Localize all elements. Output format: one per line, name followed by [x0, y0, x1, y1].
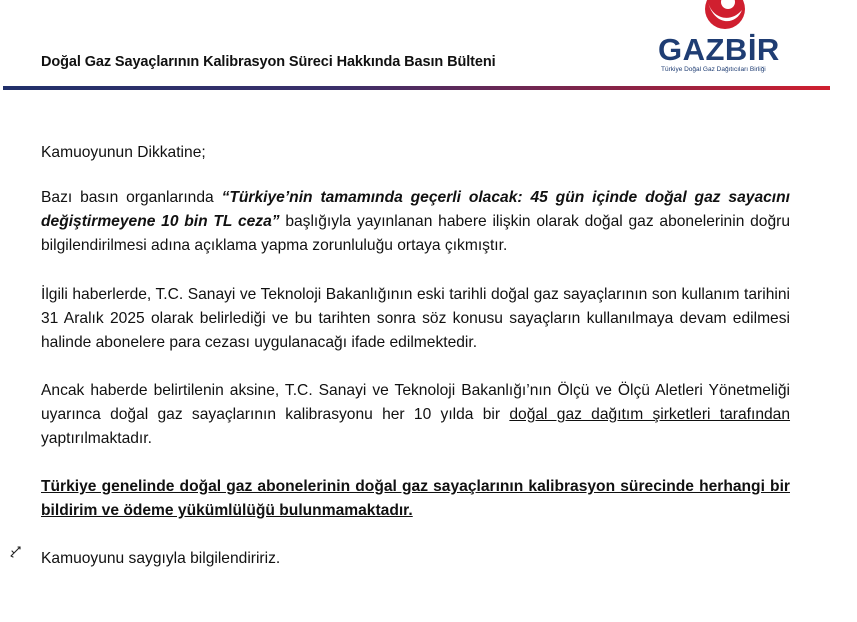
logo-wordmark: GAZBİR [658, 32, 780, 67]
greeting: Kamuoyunun Dikkatine; [41, 144, 206, 161]
p2-rest: başlığıyla yayınlanan habere ilişkin olarak doğal gaz abonelerinin doğru bilgilendirilmesi adına açıklama yapma zorunluluğu ortaya çıkmıştır. [41, 213, 791, 254]
closing-line: Kamuoyunu saygıyla bilgilendiririz. [41, 550, 281, 567]
p4-rest: yaptırılmaktadır. [41, 430, 152, 447]
paragraph-news-details: İlgili haberlerde, T.C. Sanayi ve Teknoloji Bakanlığının eski tarihli doğal gaz sayaçlarının son kullanım tarihini 31 Aralık 2025 olarak belirlediği ve bu tarihten sonra söz konusu sayaçların kullanılmaya devam edilmesi halinde abonelere para cezası uygulanacağı ifade edilmektedir. [41, 286, 790, 351]
p2-intro: Bazı basın organlarında [41, 189, 222, 206]
gazbir-logo [656, 0, 782, 80]
page-title: Doğal Gaz Sayaçlarının Kalibrasyon Süreci Hakkında Basın Bülteni [41, 54, 496, 70]
paragraph-regulation [41, 379, 790, 451]
logo-tagline: Türkiye Doğal Gaz Dağıtıcıları Birliği [661, 66, 766, 73]
p4-underlined-phrase: doğal gaz dağıtım şirketleri tarafından [509, 406, 791, 423]
news-headline-quote: “Türkiye’nin tamamında geçerli olacak: 45 gün içinde doğal gaz sayacını değiştirmeyene 10 bin TL ceza” [41, 189, 790, 230]
paragraph-key-statement: Türkiye genelinde doğal gaz abonelerinin doğal gaz sayaçlarının kalibrasyon sürecinde herhangi bir bildirim ve ödeme yükümlülüğü bulunmamaktadır. [41, 478, 790, 519]
paragraph-press-claim [41, 186, 790, 258]
pen-mark-icon [9, 545, 23, 559]
p4-intro: Ancak haberde belirtilenin aksine, T.C. Sanayi ve Teknoloji Bakanlığı’nın Ölçü ve Ölçü Aletleri Yönetmeliği uyarınca doğal gaz sayaçlarının kalibrasyonu her 10 yılda bir [41, 382, 790, 423]
header-divider [3, 86, 830, 90]
gazbir-logo-mark-icon [702, 0, 748, 36]
